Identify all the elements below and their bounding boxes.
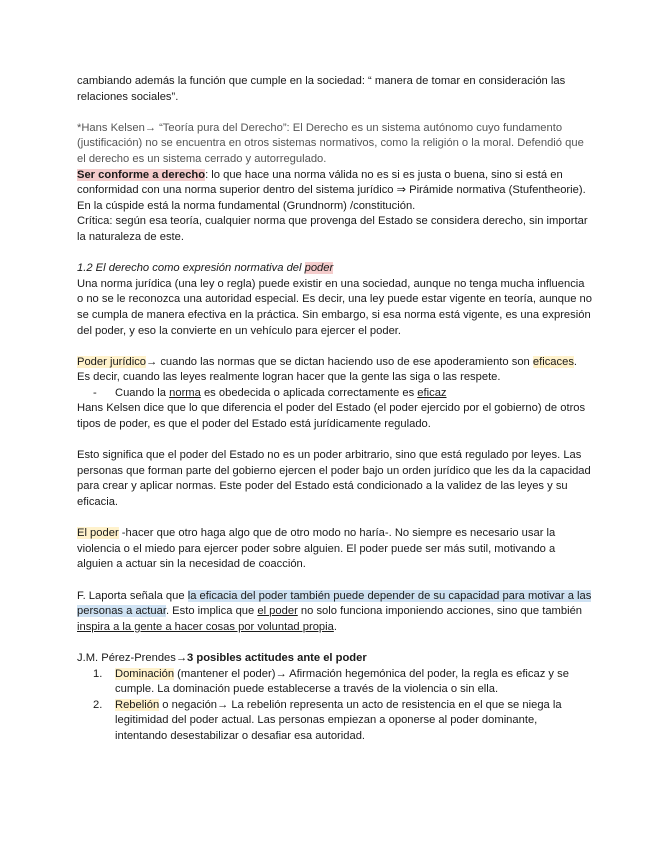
term-ser-conforme: Ser conforme a derecho [77, 168, 206, 181]
underline-eficaz: eficaz [417, 386, 447, 399]
paragraph-intro: cambiando además la función que cumple en la sociedad: “ manera de tomar en consideración las relaciones sociales”. [77, 75, 566, 103]
paragraph-kelsen: *Hans Kelsen→ “Teoría pura del Derecho”: El Derecho es un sistema autónomo cuyo fundamento (justificación) no se encuentra en otros sistemas normativos, como la religión o la moral. Defendió que el derecho es un sistema cerrado y autorregulado. [77, 121, 584, 165]
el-poder-text: -hacer que otro haga algo que de otro modo no haría-. No siempre es necesario usar la violencia o el miedo para ejercer poder sobre alguien. El poder puede ser más sutil, motivando a alguien a actuar sin la necesidad de coacción. [77, 527, 556, 571]
bullet-item-norma [77, 386, 592, 402]
bullet-text [115, 386, 447, 402]
section-heading-1-2 [77, 261, 592, 277]
paragraph-laporta [77, 589, 592, 636]
ordered-list-actitudes [77, 667, 592, 745]
paragraph-prendes-heading [77, 651, 592, 667]
laporta-end: . [333, 620, 337, 633]
paragraph-conforme [77, 168, 592, 215]
bullet-pre: Cuando la [115, 386, 170, 399]
conforme-text: : lo que hace una norma válida no es si es justa o buena, sino si está en conformidad con una norma superior dentro del sistema jurídico ⇒ Pirámide normativa (Stufentheorie). En la cúspide está la norma fundamental (Grundnorm) /constitución. [77, 168, 586, 212]
term-dominacion: Dominación [115, 667, 175, 680]
term-rebelion: Rebelión [115, 698, 160, 711]
spacer [77, 433, 592, 449]
spacer [77, 105, 592, 121]
heading-highlight-poder: poder [304, 262, 334, 275]
spacer [77, 635, 592, 651]
laporta-mid2: no solo funciona imponiendo acciones, sino que también [297, 605, 583, 618]
prendes-bold: 3 posibles actitudes ante el poder [187, 651, 367, 664]
paragraph-norma-juridica: Una norma jurídica (una ley o regla) puede existir en una sociedad, aunque no tenga mucha influencia o no se le reconozca una autoridad especial. Es decir, una ley puede estar vigente en teoría, aunque no se cumpla de manera efectiva en la práctica. Sin embargo, si esa norma está vigente, es una expresión del poder, y eso la convierte en un vehículo para ejercer el poder. [77, 277, 592, 337]
list-item-text [115, 698, 592, 745]
paragraph-poder-estado: Esto significa que el poder del Estado no es un poder arbitrario, sino que está regulado por leyes. Las personas que forman parte del gobierno ejercen el poder bajo un orden jurídico que les da la capacidad para crear y aplicar normas. Este poder del Estado está condicionado a la validez de las leyes y su eficacia. [77, 449, 591, 509]
document-page [77, 74, 592, 745]
paragraph-poder-juridico [77, 355, 592, 386]
rebelion-text: o negación→ La rebelión representa un acto de resistencia en el que se niega la legitimidad del poder actual. Las personas empiezan a oponerse al poder dominante, intentando desestabilizar o desafiar esa autoridad. [115, 698, 562, 742]
underline-norma: norma [169, 386, 201, 399]
bullet-mid: es obedecida o aplicada correctamente es [200, 386, 418, 399]
list-item [77, 667, 592, 698]
prendes-pre: J.M. Pérez-Prendes→ [77, 651, 188, 664]
laporta-mid: . Esto implica que [165, 605, 258, 618]
underline-inspira: inspira a la gente a hacer cosas por voluntad propia [77, 620, 334, 633]
laporta-highlight: la eficacia del poder también puede depender de su capacidad para motivar a las personas a actuar [77, 589, 592, 618]
spacer [77, 339, 592, 355]
spacer [77, 511, 592, 527]
dominacion-text: (mantener el poder)→ Afirmación hegemónica del poder, la regla es eficaz y se cumple. La dominación puede establecerse a través de la violencia o sin ella. [115, 667, 569, 696]
paragraph-kelsen-estado: Hans Kelsen dice que lo que diferencia el poder del Estado (el poder ejercido por el gobierno) de otros tipos de poder, es que el poder del Estado está jurídicamente regulado. [77, 402, 586, 431]
spacer [77, 573, 592, 589]
list-item-text [115, 667, 592, 698]
term-eficaces: eficaces [532, 355, 574, 368]
term-poder-juridico: Poder jurídico [77, 355, 147, 368]
paragraph-critica: Crítica: según esa teoría, cualquier norma que provenga del Estado se considera derecho, sin importar la naturaleza de este. [77, 215, 588, 243]
list-item [77, 698, 592, 745]
list-number: 1. [93, 667, 103, 680]
pj-mid: → cuando las normas que se dictan haciendo uso de ese apoderamiento son [146, 355, 533, 368]
spacer [77, 246, 592, 262]
heading-text: 1.2 El derecho como expresión normativa del [77, 262, 305, 275]
underline-el-poder: el poder [257, 605, 298, 618]
term-el-poder: El poder [77, 527, 119, 540]
dash-bullet: - [93, 386, 97, 399]
pj-rest: . Es decir, cuando las leyes realmente logran hacer que la gente las siga o las respete. [77, 355, 578, 384]
laporta-pre: F. Laporta señala que [77, 589, 188, 602]
list-number: 2. [93, 698, 103, 711]
paragraph-el-poder [77, 526, 592, 573]
